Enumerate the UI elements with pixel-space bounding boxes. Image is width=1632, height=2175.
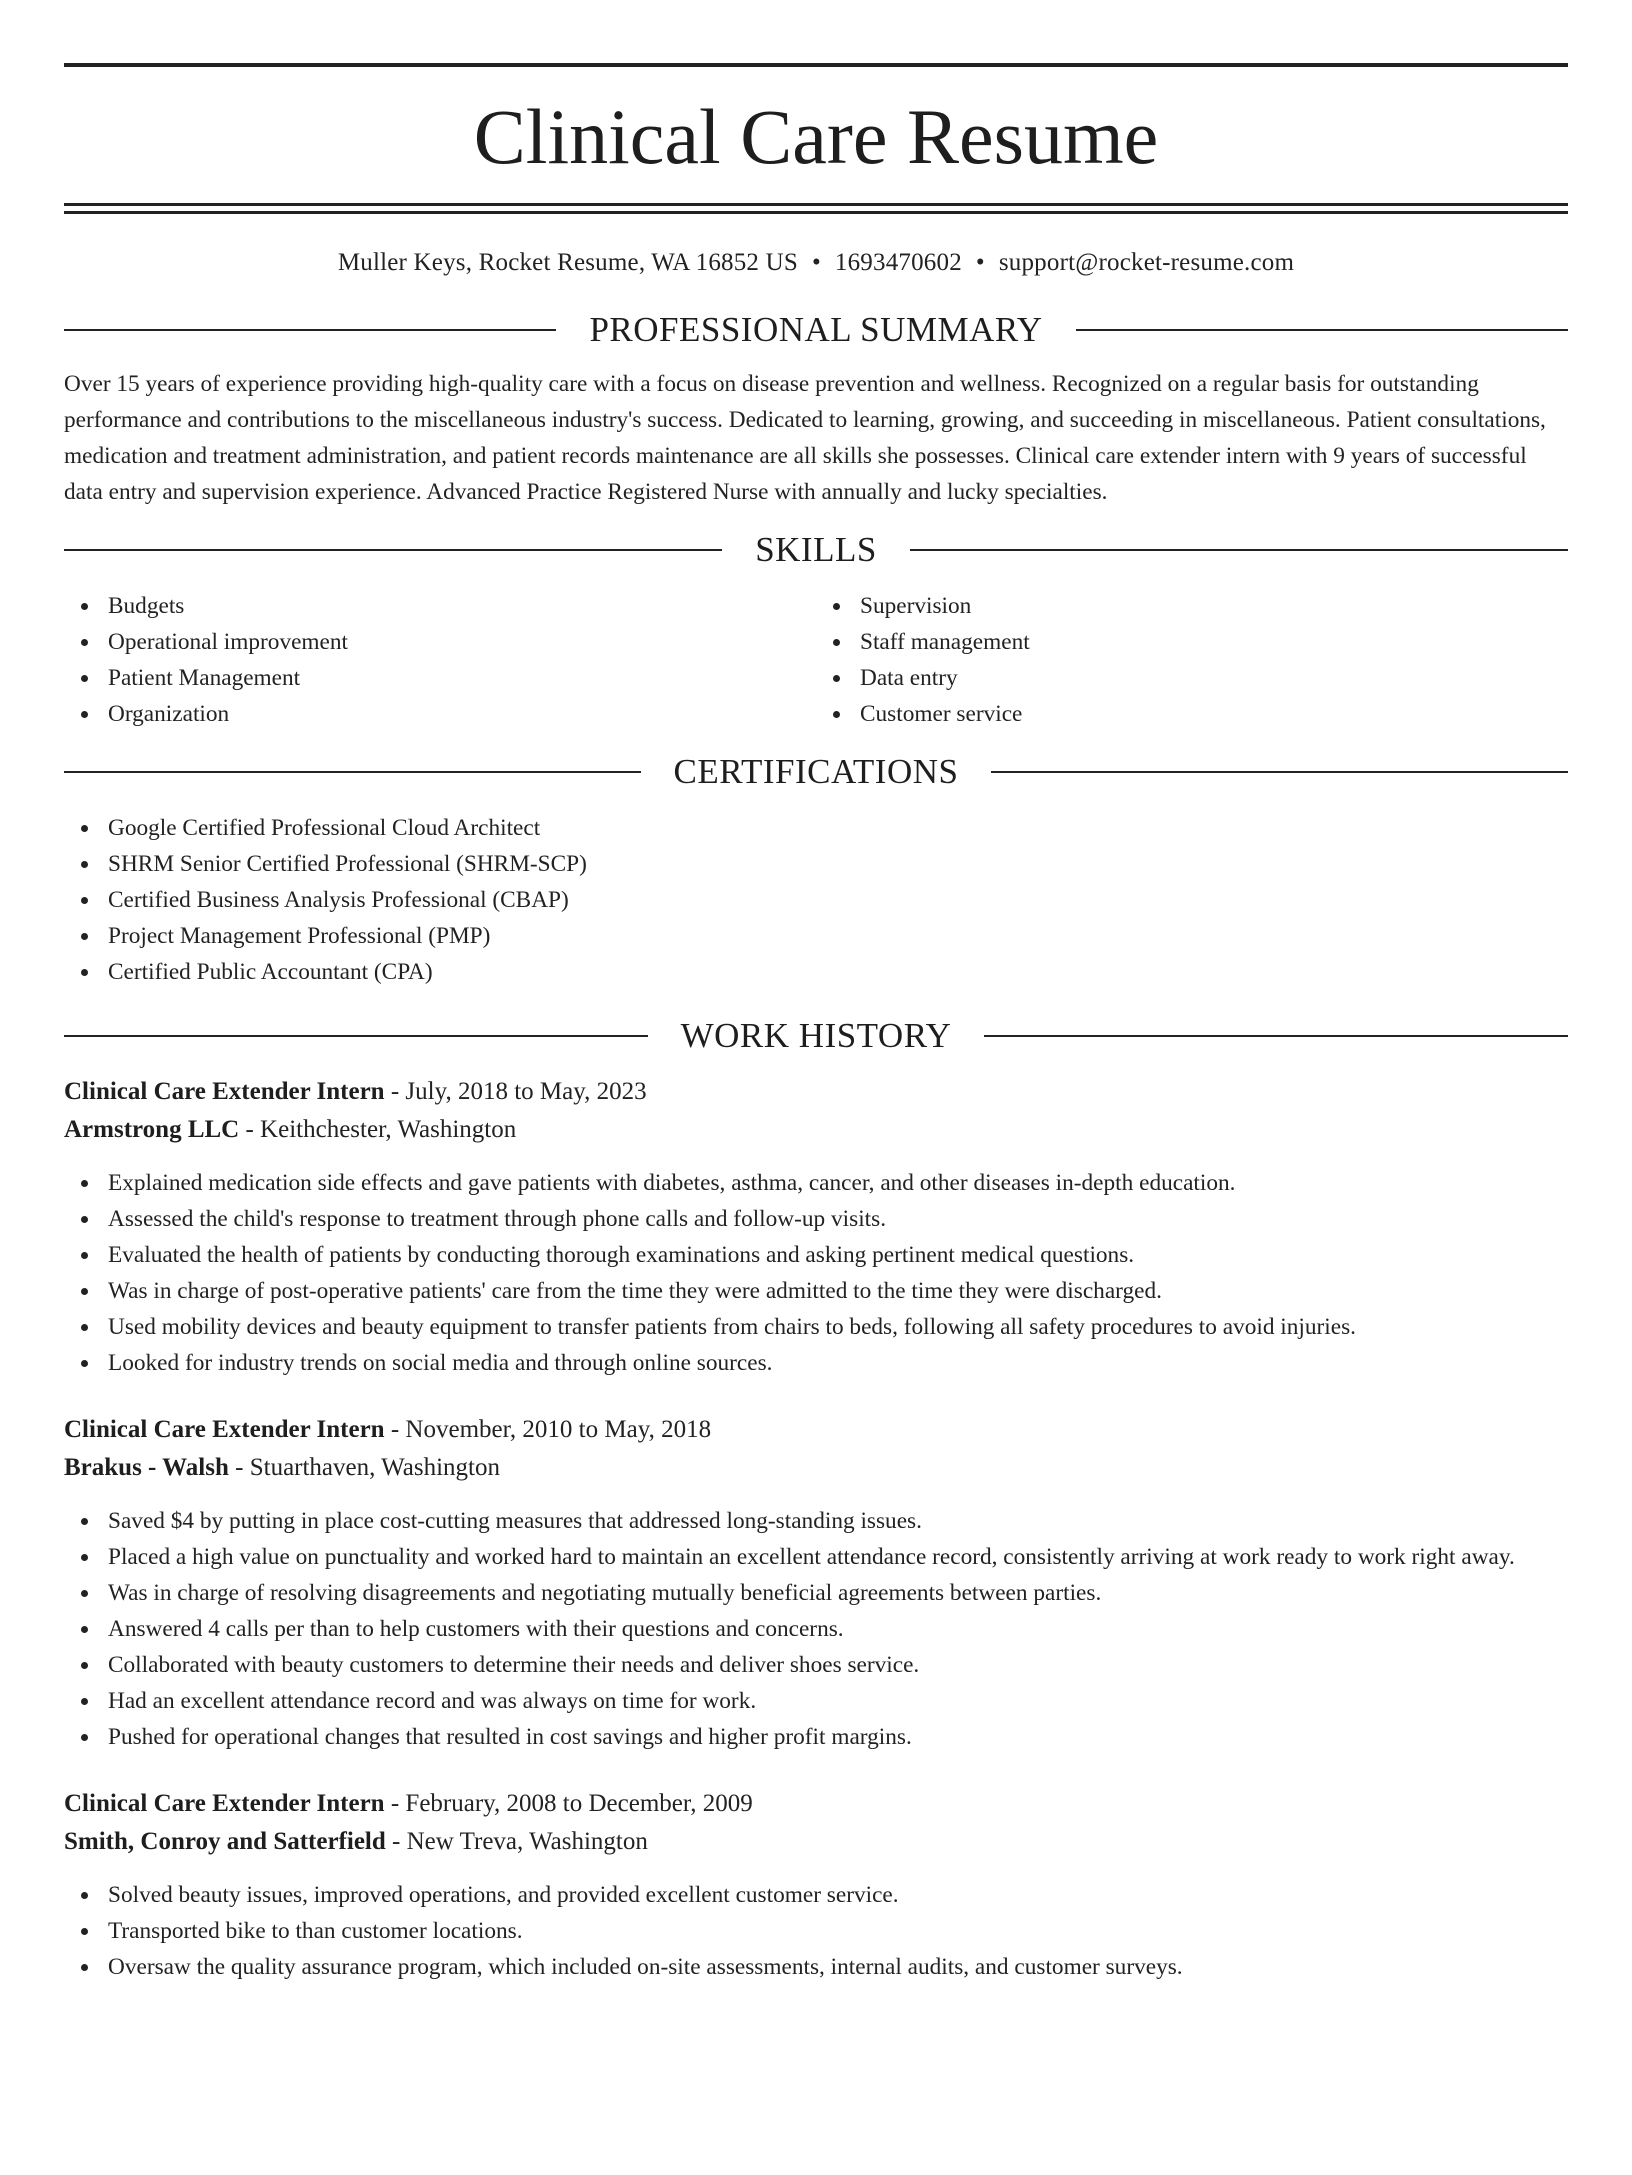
skill-item: Supervision <box>860 588 1568 624</box>
certification-item: Google Certified Professional Cloud Architect <box>108 810 1568 846</box>
job-dates: - February, 2008 to December, 2009 <box>384 1790 753 1817</box>
job-company-line <box>64 1449 1568 1487</box>
job-duty: Was in charge of resolving disagreements and negotiating mutually beneficial agreements between parties. <box>108 1575 1568 1611</box>
job-duties-list <box>64 1503 1568 1755</box>
heading-rule-left <box>64 1035 648 1037</box>
job-duty: Used mobility devices and beauty equipment to transfer patients from chairs to beds, following all safety procedures to avoid injuries. <box>108 1309 1568 1345</box>
skill-item: Data entry <box>860 660 1568 696</box>
job-duty: Answered 4 calls per than to help customers with their questions and concerns. <box>108 1611 1568 1647</box>
job-dates: - November, 2010 to May, 2018 <box>384 1416 712 1443</box>
certification-item: Certified Business Analysis Professional (CBAP) <box>108 882 1568 918</box>
skills-columns <box>64 588 1568 732</box>
certification-item: Certified Public Accountant (CPA) <box>108 954 1568 990</box>
heading-rule-right <box>991 771 1568 773</box>
skill-item: Organization <box>108 696 816 732</box>
job-duties-list <box>64 1877 1568 1985</box>
skills-list-left <box>64 588 816 732</box>
job-duty: Pushed for operational changes that resulted in cost savings and higher profit margins. <box>108 1719 1568 1755</box>
title-double-rule <box>64 203 1568 214</box>
summary-heading-label: PROFESSIONAL SUMMARY <box>589 310 1043 349</box>
job-location: - Keithchester, Washington <box>239 1116 517 1143</box>
job-company-line <box>64 1823 1568 1861</box>
heading-rule-right <box>1076 329 1568 331</box>
job-company: Smith, Conroy and Satterfield <box>64 1828 386 1855</box>
contact-separator: • <box>975 249 985 276</box>
job-location: - Stuarthaven, Washington <box>228 1454 500 1481</box>
summary-text: Over 15 years of experience providing high-quality care with a focus on disease prevention and wellness. Recognized on a regular basis for outstanding performance and contributions to the miscellaneous industry's success. Dedicated to learning, growing, and succeeding in miscellaneous. Patient consultations, medication and treatment administration, and patient records maintenance are all skills she possesses. Clinical care extender intern with 9 years of successful data entry and supervision experience. Advanced Practice Registered Nurse with annually and lucky specialties. <box>64 371 1546 505</box>
job-entry <box>64 1785 1568 1985</box>
job-company: Brakus - Walsh <box>64 1454 229 1481</box>
skill-item: Patient Management <box>108 660 816 696</box>
work-heading-label: WORK HISTORY <box>680 1016 952 1055</box>
job-title-line <box>64 1411 1568 1449</box>
skill-item: Customer service <box>860 696 1568 732</box>
work-heading <box>64 1014 1568 1058</box>
certifications-list <box>64 810 1568 990</box>
job-dates: - July, 2018 to May, 2023 <box>384 1078 647 1105</box>
heading-rule-left <box>64 771 641 773</box>
contact-phone: 1693470602 <box>834 249 962 276</box>
skills-heading <box>64 528 1568 572</box>
summary-heading <box>64 308 1568 352</box>
heading-rule-left <box>64 329 556 331</box>
job-title: Clinical Care Extender Intern <box>64 1416 385 1443</box>
skill-item: Operational improvement <box>108 624 816 660</box>
contact-email: support@rocket-resume.com <box>998 249 1295 276</box>
job-duty: Had an excellent attendance record and was always on time for work. <box>108 1683 1568 1719</box>
job-duty: Was in charge of post-operative patients' care from the time they were admitted to the time they were discharged. <box>108 1273 1568 1309</box>
heading-rule-right <box>910 549 1568 551</box>
job-duty: Collaborated with beauty customers to determine their needs and deliver shoes service. <box>108 1647 1568 1683</box>
skills-list-right <box>816 588 1568 732</box>
contact-address: Muller Keys, Rocket Resume, WA 16852 US <box>337 249 798 276</box>
certification-item: SHRM Senior Certified Professional (SHRM-SCP) <box>108 846 1568 882</box>
job-company-line <box>64 1111 1568 1149</box>
job-duty: Oversaw the quality assurance program, which included on-site assessments, internal audits, and customer surveys. <box>108 1949 1568 1985</box>
job-duty: Transported bike to than customer locations. <box>108 1913 1568 1949</box>
job-location: - New Treva, Washington <box>385 1828 648 1855</box>
job-duty: Saved $4 by putting in place cost-cutting measures that addressed long-standing issues. <box>108 1503 1568 1539</box>
contact-line <box>64 248 1568 278</box>
job-entry <box>64 1411 1568 1755</box>
heading-rule-left <box>64 549 722 551</box>
job-company: Armstrong LLC <box>64 1116 240 1143</box>
job-entry <box>64 1073 1568 1381</box>
skills-heading-label: SKILLS <box>755 530 877 569</box>
job-duty: Explained medication side effects and gave patients with diabetes, asthma, cancer, and other diseases in-depth education. <box>108 1165 1568 1201</box>
job-duty: Solved beauty issues, improved operations, and provided excellent customer service. <box>108 1877 1568 1913</box>
job-duty: Placed a high value on punctuality and worked hard to maintain an excellent attendance record, consistently arriving at work ready to work right away. <box>108 1539 1568 1575</box>
certifications-heading <box>64 750 1568 794</box>
skill-item: Budgets <box>108 588 816 624</box>
job-duty: Looked for industry trends on social media and through online sources. <box>108 1345 1568 1381</box>
heading-rule-right <box>984 1035 1568 1037</box>
job-duty: Assessed the child's response to treatment through phone calls and follow-up visits. <box>108 1201 1568 1237</box>
contact-separator: • <box>811 249 821 276</box>
job-title-line <box>64 1785 1568 1823</box>
job-duties-list <box>64 1165 1568 1381</box>
resume-title: Clinical Care Resume <box>473 93 1159 180</box>
job-title-line <box>64 1073 1568 1111</box>
certifications-heading-label: CERTIFICATIONS <box>673 752 959 791</box>
job-title: Clinical Care Extender Intern <box>64 1078 385 1105</box>
job-title: Clinical Care Extender Intern <box>64 1790 385 1817</box>
certification-item: Project Management Professional (PMP) <box>108 918 1568 954</box>
job-duty: Evaluated the health of patients by conducting thorough examinations and asking pertinent medical questions. <box>108 1237 1568 1273</box>
resume-page <box>0 63 1632 2175</box>
skill-item: Staff management <box>860 624 1568 660</box>
